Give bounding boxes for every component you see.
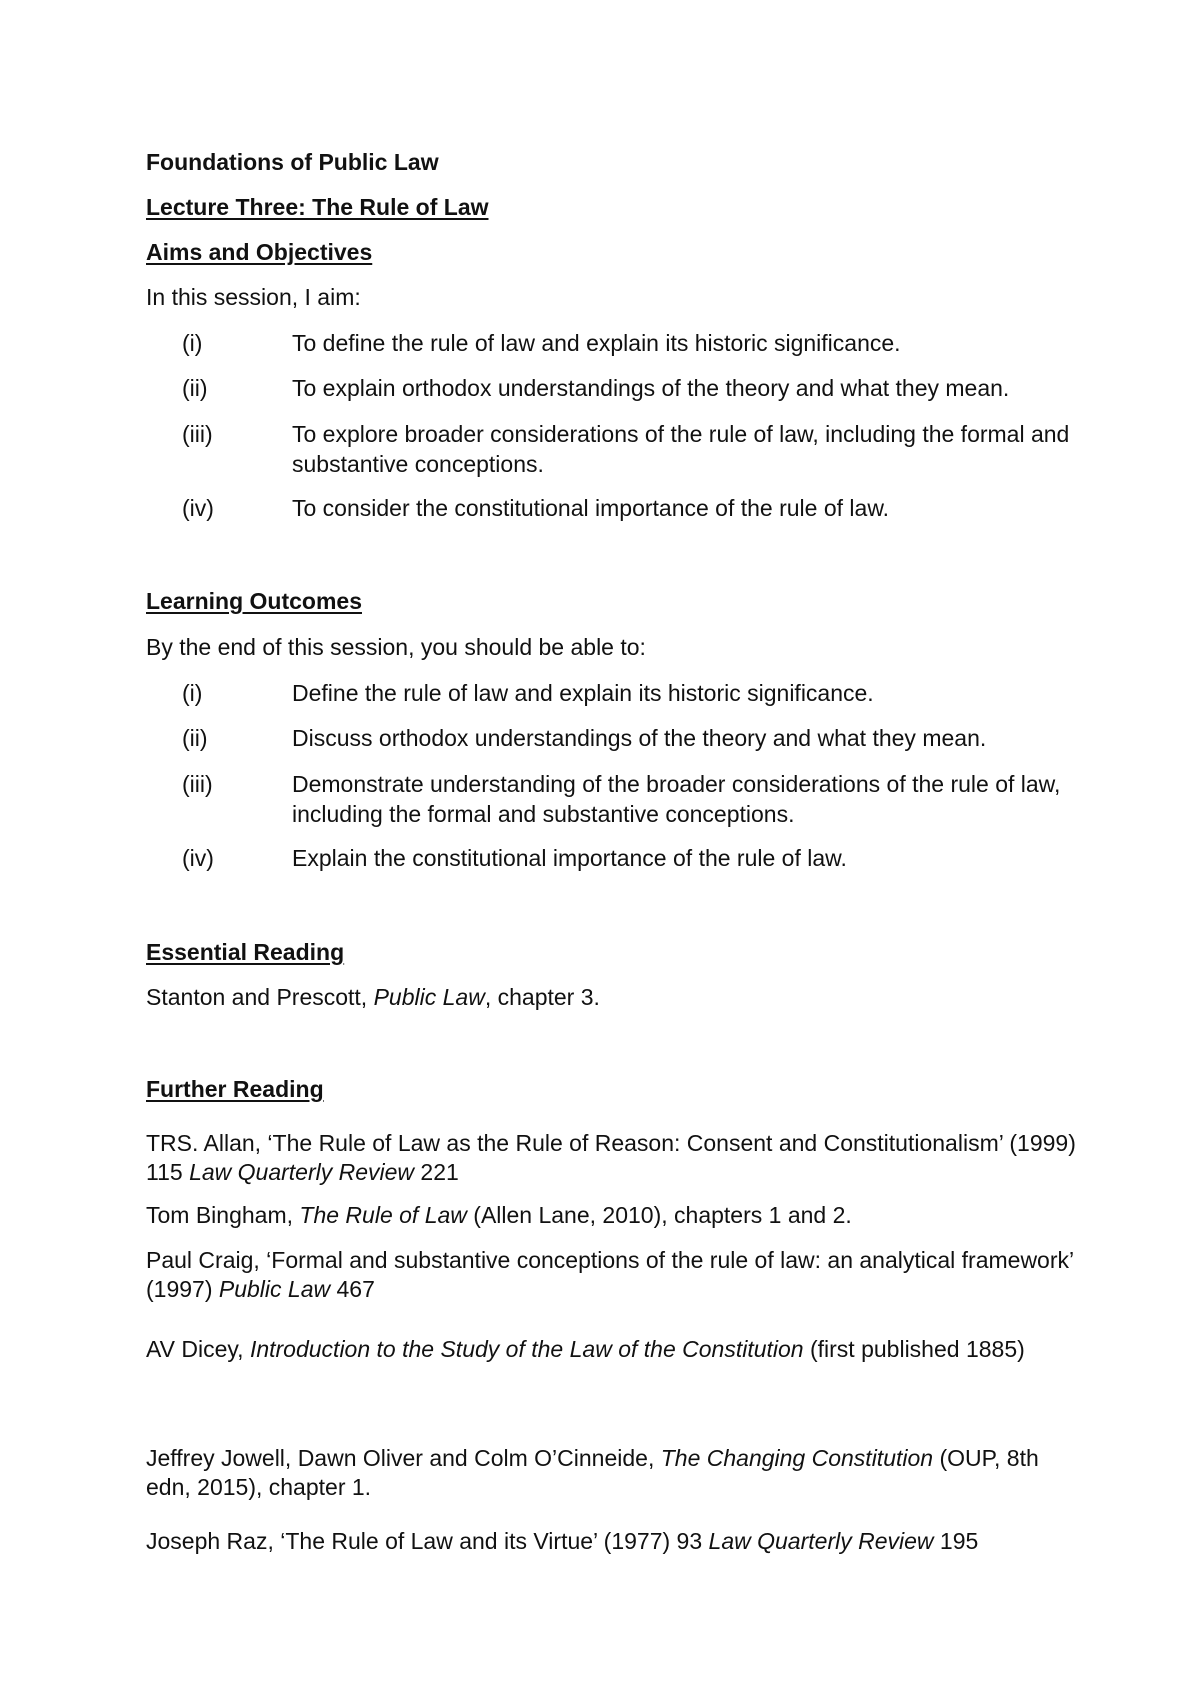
item-number: (iii) [182, 771, 213, 797]
item-number: (iv) [182, 845, 214, 871]
ref-pre: Paul Craig, ‘Formal and substantive conceptions of the rule of law: an analytical framework’ (1997) [146, 1247, 1074, 1302]
ref-pre: Jeffrey Jowell, Dawn Oliver and Colm O’Cinneide, [146, 1445, 661, 1471]
item-text: To explain orthodox understandings of the theory and what they mean. [292, 375, 1010, 401]
ref-pre: TRS. Allan, ‘The Rule of Law as the Rule of Reason: Consent and Constitutionalism’ (1999) 115 [146, 1130, 1076, 1185]
item-text: To consider the constitutional importance of the rule of law. [292, 495, 890, 521]
item-text: Explain the constitutional importance of the rule of law. [292, 845, 847, 871]
further-heading: Further Reading [146, 1076, 324, 1102]
item-number: (iii) [182, 421, 213, 447]
ref-pre: Stanton and Prescott, [146, 984, 374, 1010]
ref-pre: AV Dicey, [146, 1336, 250, 1362]
essential-reference [146, 982, 600, 1012]
outcomes-heading: Learning Outcomes [146, 588, 362, 614]
item-text: Demonstrate understanding of the broader considerations of the rule of law, including the formal and substantive conceptions. [292, 771, 1061, 827]
aims-intro: In this session, I aim: [146, 284, 361, 310]
item-number: (iv) [182, 495, 214, 521]
further-ref-1 [146, 1129, 1076, 1187]
item-number: (i) [182, 330, 203, 356]
further-ref-4 [146, 1328, 1076, 1370]
ref-post: , chapter 3. [484, 984, 600, 1010]
lecture-title: Lecture Three: The Rule of Law [146, 194, 489, 220]
further-ref-6 [146, 1527, 1076, 1556]
outcomes-intro: By the end of this session, you should be able to: [146, 634, 646, 660]
ref-post: (OUP, 8th edn, 2015), chapter 1. [146, 1445, 1039, 1500]
ref-italic-title: Law Quarterly Review [708, 1528, 934, 1554]
further-ref-2 [146, 1201, 1076, 1230]
ref-pre: Joseph Raz, ‘The Rule of Law and its Virtue’ (1977) 93 [146, 1528, 709, 1554]
ref-italic-title: Introduction to the Study of the Law of the Constitution [249, 1336, 804, 1362]
item-text: Define the rule of law and explain its historic significance. [292, 680, 874, 706]
ref-post: 195 [933, 1528, 979, 1554]
aims-heading: Aims and Objectives [146, 239, 373, 265]
document-title: Foundations of Public Law [146, 149, 439, 175]
ref-post: 467 [330, 1276, 375, 1302]
item-text: To explore broader considerations of the rule of law, including the formal and substantive conceptions. [292, 421, 1070, 477]
item-number: (ii) [182, 725, 208, 751]
item-number: (ii) [182, 375, 208, 401]
ref-post: 221 [414, 1159, 459, 1185]
ref-post: (first published 1885) [803, 1336, 1025, 1362]
item-text: To define the rule of law and explain its historic significance. [292, 330, 901, 356]
ref-italic-title: Public Law [218, 1276, 331, 1302]
ref-italic-title: The Rule of Law [299, 1202, 467, 1228]
ref-italic-title: Law Quarterly Review [189, 1159, 415, 1185]
ref-italic-title: Public Law [373, 984, 485, 1010]
further-ref-5 [146, 1444, 1076, 1502]
ref-pre: Tom Bingham, [146, 1202, 300, 1228]
item-number: (i) [182, 680, 203, 706]
ref-post: (Allen Lane, 2010), chapters 1 and 2. [466, 1202, 852, 1228]
ref-italic-title: The Changing Constitution [660, 1445, 934, 1471]
item-text: Discuss orthodox understandings of the theory and what they mean. [292, 725, 987, 751]
essential-heading: Essential Reading [146, 939, 345, 965]
further-ref-3 [146, 1246, 1076, 1304]
